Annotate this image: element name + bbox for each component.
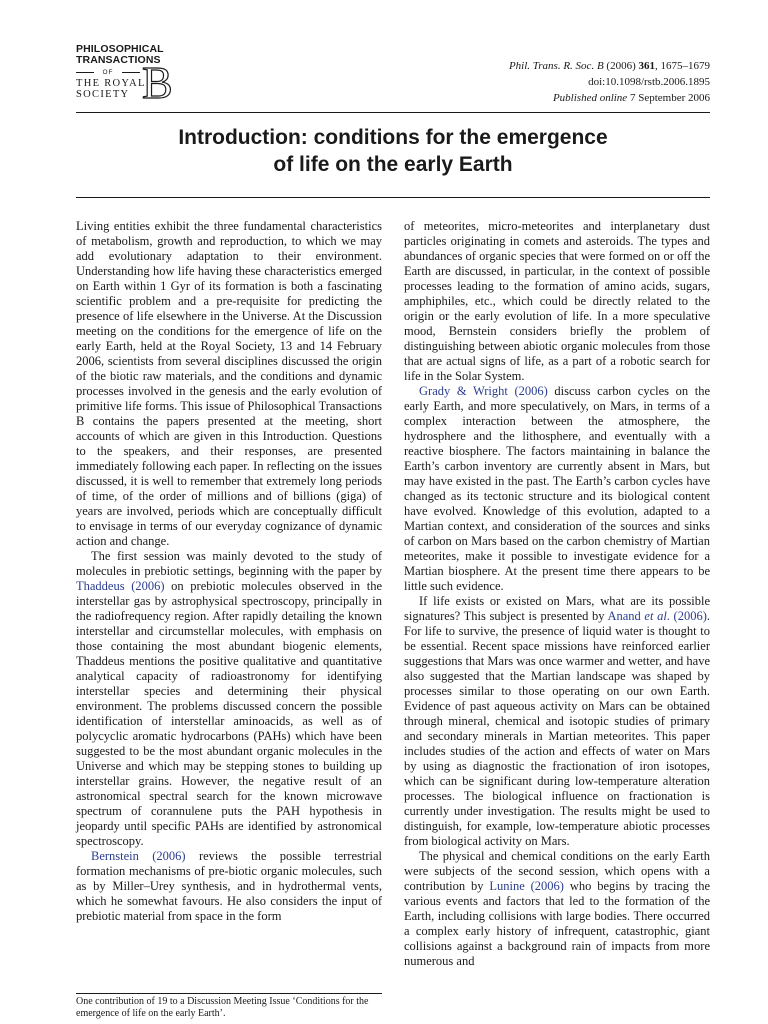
paragraph <box>404 594 710 849</box>
journal-name: Phil. Trans. R. Soc. B <box>508 60 604 72</box>
paragraph <box>76 849 382 924</box>
footnote: One contribution of 19 to a Discussion Meeting Issue ‘Conditions for the emergence of life on the early Earth’. <box>76 996 369 1019</box>
royal-society-logo <box>76 43 180 108</box>
paragraph <box>404 849 710 969</box>
title-line-1: Introduction: conditions for the emergence <box>178 126 608 149</box>
reference-link-bernstein[interactable]: Bernstein (2006) <box>91 849 186 863</box>
citation-year: (2006) <box>606 60 636 72</box>
citation-block <box>509 58 710 106</box>
citation-pages: , 1675–1679 <box>655 60 710 72</box>
published-date: 7 September 2006 <box>627 92 710 104</box>
paragraph-text: If life exists or existed on Mars, what are its possible signatures? This subject is presented by <box>404 594 710 623</box>
body-column-right <box>404 219 710 969</box>
logo-line-the-royal: THE ROYAL <box>76 78 146 89</box>
title-line-2: of life on the early Earth <box>273 153 513 176</box>
paragraph <box>76 549 382 849</box>
paragraph: of meteorites, micro-meteorites and interplanetary dust particles originating in comets and asteroids. The types and abundances of organic species that were formed on or off the Earth are discussed, in particular, in the context of possible processes leading to the formation of amino acids, sugars, amphiphiles, etc., which could be directly related to the origin or the early evolution of life. In a more speculative mood, Bernstein considers briefly the problem of distinguishing between abiotic organic molecules from those that are actual signs of life, as a part of a robotic search for life in the Solar System. <box>404 219 710 383</box>
paragraph <box>404 384 710 594</box>
logo-line-society: SOCIETY <box>76 89 130 100</box>
logo-line-transactions: TRANSACTIONS <box>76 54 161 66</box>
published-label: Published online <box>552 92 628 104</box>
paragraph-text: The first session was mainly devoted to the study of molecules in prebiotic settings, beginning with the paper by <box>76 549 382 578</box>
paragraph-text: . For life to survive, the presence of liquid water is thought to be essential. Recent space missions have reinforced earlier suggestions that Mars was once warmer and wetter, and have also suggested that the Martian landscape was shaped by processes similar to those operating on our own Earth. Evidence of past aqueous activity on Mars can be obtained through mineral, chemical and isotopic studies of primary and secondary minerals in Martian meteorites. This paper includes studies of the action and effects of water on Mars by using as diagnostic the fractionation of iron isotopes, which can be significant during low-temperature alteration processes. The biological influence on fractionation is currently under investigation. The results might be used to distinguish, for example, low-temperature abiotic processes from biological activity on Mars. <box>404 609 711 848</box>
citation-volume: 361 <box>638 60 655 72</box>
reference-etal: et al <box>644 609 667 623</box>
reference-year: . (2006) <box>666 609 707 623</box>
published-line <box>509 90 710 106</box>
logo-line-philosophical: PHILOSOPHICAL <box>76 43 164 55</box>
logo-of: OF <box>76 68 140 77</box>
reference-link-grady-wright[interactable]: Grady & Wright (2006) <box>419 384 548 398</box>
doi-link[interactable]: doi:10.1098/rstb.2006.1895 <box>588 76 710 88</box>
article-title <box>76 124 710 178</box>
reference-link-lunine[interactable]: Lunine (2006) <box>489 879 564 893</box>
reference-link-thaddeus[interactable]: Thaddeus (2006) <box>76 579 165 593</box>
paragraph-text: reviews the possible terrestrial formation mechanisms of pre-biotic organic molecules, such as by Miller–Urey synthesis, and in hydrothermal vents, which he somewhat favours. He also considers the input of prebiotic material from space in the form <box>76 849 382 923</box>
reference-link-anand[interactable] <box>607 609 706 623</box>
header-rule-bottom <box>76 197 710 198</box>
footnote-rule <box>76 993 382 994</box>
paragraph-text: who begins by tracing the various events and factors that led to the formation of the Earth, including collisions with large bodies. There occurred a complex early history of infrequent, catastrophic, giant collisions against a background rain of impacts from more numerous and <box>404 879 710 968</box>
header-rule-top <box>76 112 710 113</box>
paragraph-text: on prebiotic molecules observed in the interstellar gas by astrophysical spectroscopy, principally in the radiofrequency region. After rapidly detailing the known interstellar and circumstellar molecules, with emphasis on those containing the most abundant biogenic elements, Thaddeus mentions the positive qualitative and quantitative analytical capacity of radioastronomy for identifying interstellar species and determining their physical environment. The problems discussed concern the possible identification of interstellar aminoacids, as well as of polycyclic aromatic hydrocarbons (PAHs) which have been suggested to be the most abundant organic molecules in the Universe and which may be stepping stones to building up interstellar grains. However, the negative result of an astronomical spectral search for the known microwave spectrum of corannulene puts the PAH hypothesis in jeopardy until specific PAHs are identified by astronomical spectroscopy. <box>76 579 382 848</box>
logo-letter-b: B <box>142 57 173 108</box>
body-column-left <box>76 219 382 924</box>
citation-line <box>509 58 710 74</box>
reference-name: Anand <box>607 609 645 623</box>
paragraph-text: discuss carbon cycles on the early Earth, and more speculatively, on Mars, in terms of a complex interaction between the atmosphere, the hydrosphere and the lithosphere, and eventually with a reactive biosphere. The factors maintaining in balance the Earth’s carbon inventory are currently absent in Mars, but may have existed in the past. The Earth’s carbon cycles have changed as its tectonic structure and its biological content have evolved. Knowledge of this evolution, adapted to a Martian context, and consideration of the sources and sinks of carbon on Mars based on the carbon chemistry of Martian meteorites, make it possible to investigate evidence for a Martian biosphere. At the present time there appears to be little such evidence. <box>404 384 710 593</box>
paragraph-text: The physical and chemical conditions on the early Earth were subjects of the second session, which opens with a contribution by <box>404 849 710 893</box>
paragraph: Living entities exhibit the three fundamental characteristics of metabolism, growth and reproduction, to which we may add evolutionary adaptation to their environment. Understanding how life having these characteristics emerged on Earth within 1 Gyr of its formation is both a fascinating scientific problem and a pre-requisite for predicting the presence of life elsewhere in the Universe. At the Discussion meeting on the conditions for the emergence of life on the early Earth, held at the Royal Society, 13 and 14 February 2006, scientists from several disciplines discussed the origin of the biotic raw materials, and the conditions and dynamic processes involved in the genesis and the early evolution of primitive life forms. This issue of Philosophical Transactions B contains the papers presented at the meeting, short accounts of which are given in this Introduction. Questions to the speakers, and their responses, are presented immediately following each paper. In reflecting on the issues discussed, it is well to remember that extremely long periods of time, of the order of millions and of billions (giga) of years are involved, periods which are conceptually difficult to envisage in terms of our everyday cognizance of dynamic action and change. <box>76 219 382 548</box>
